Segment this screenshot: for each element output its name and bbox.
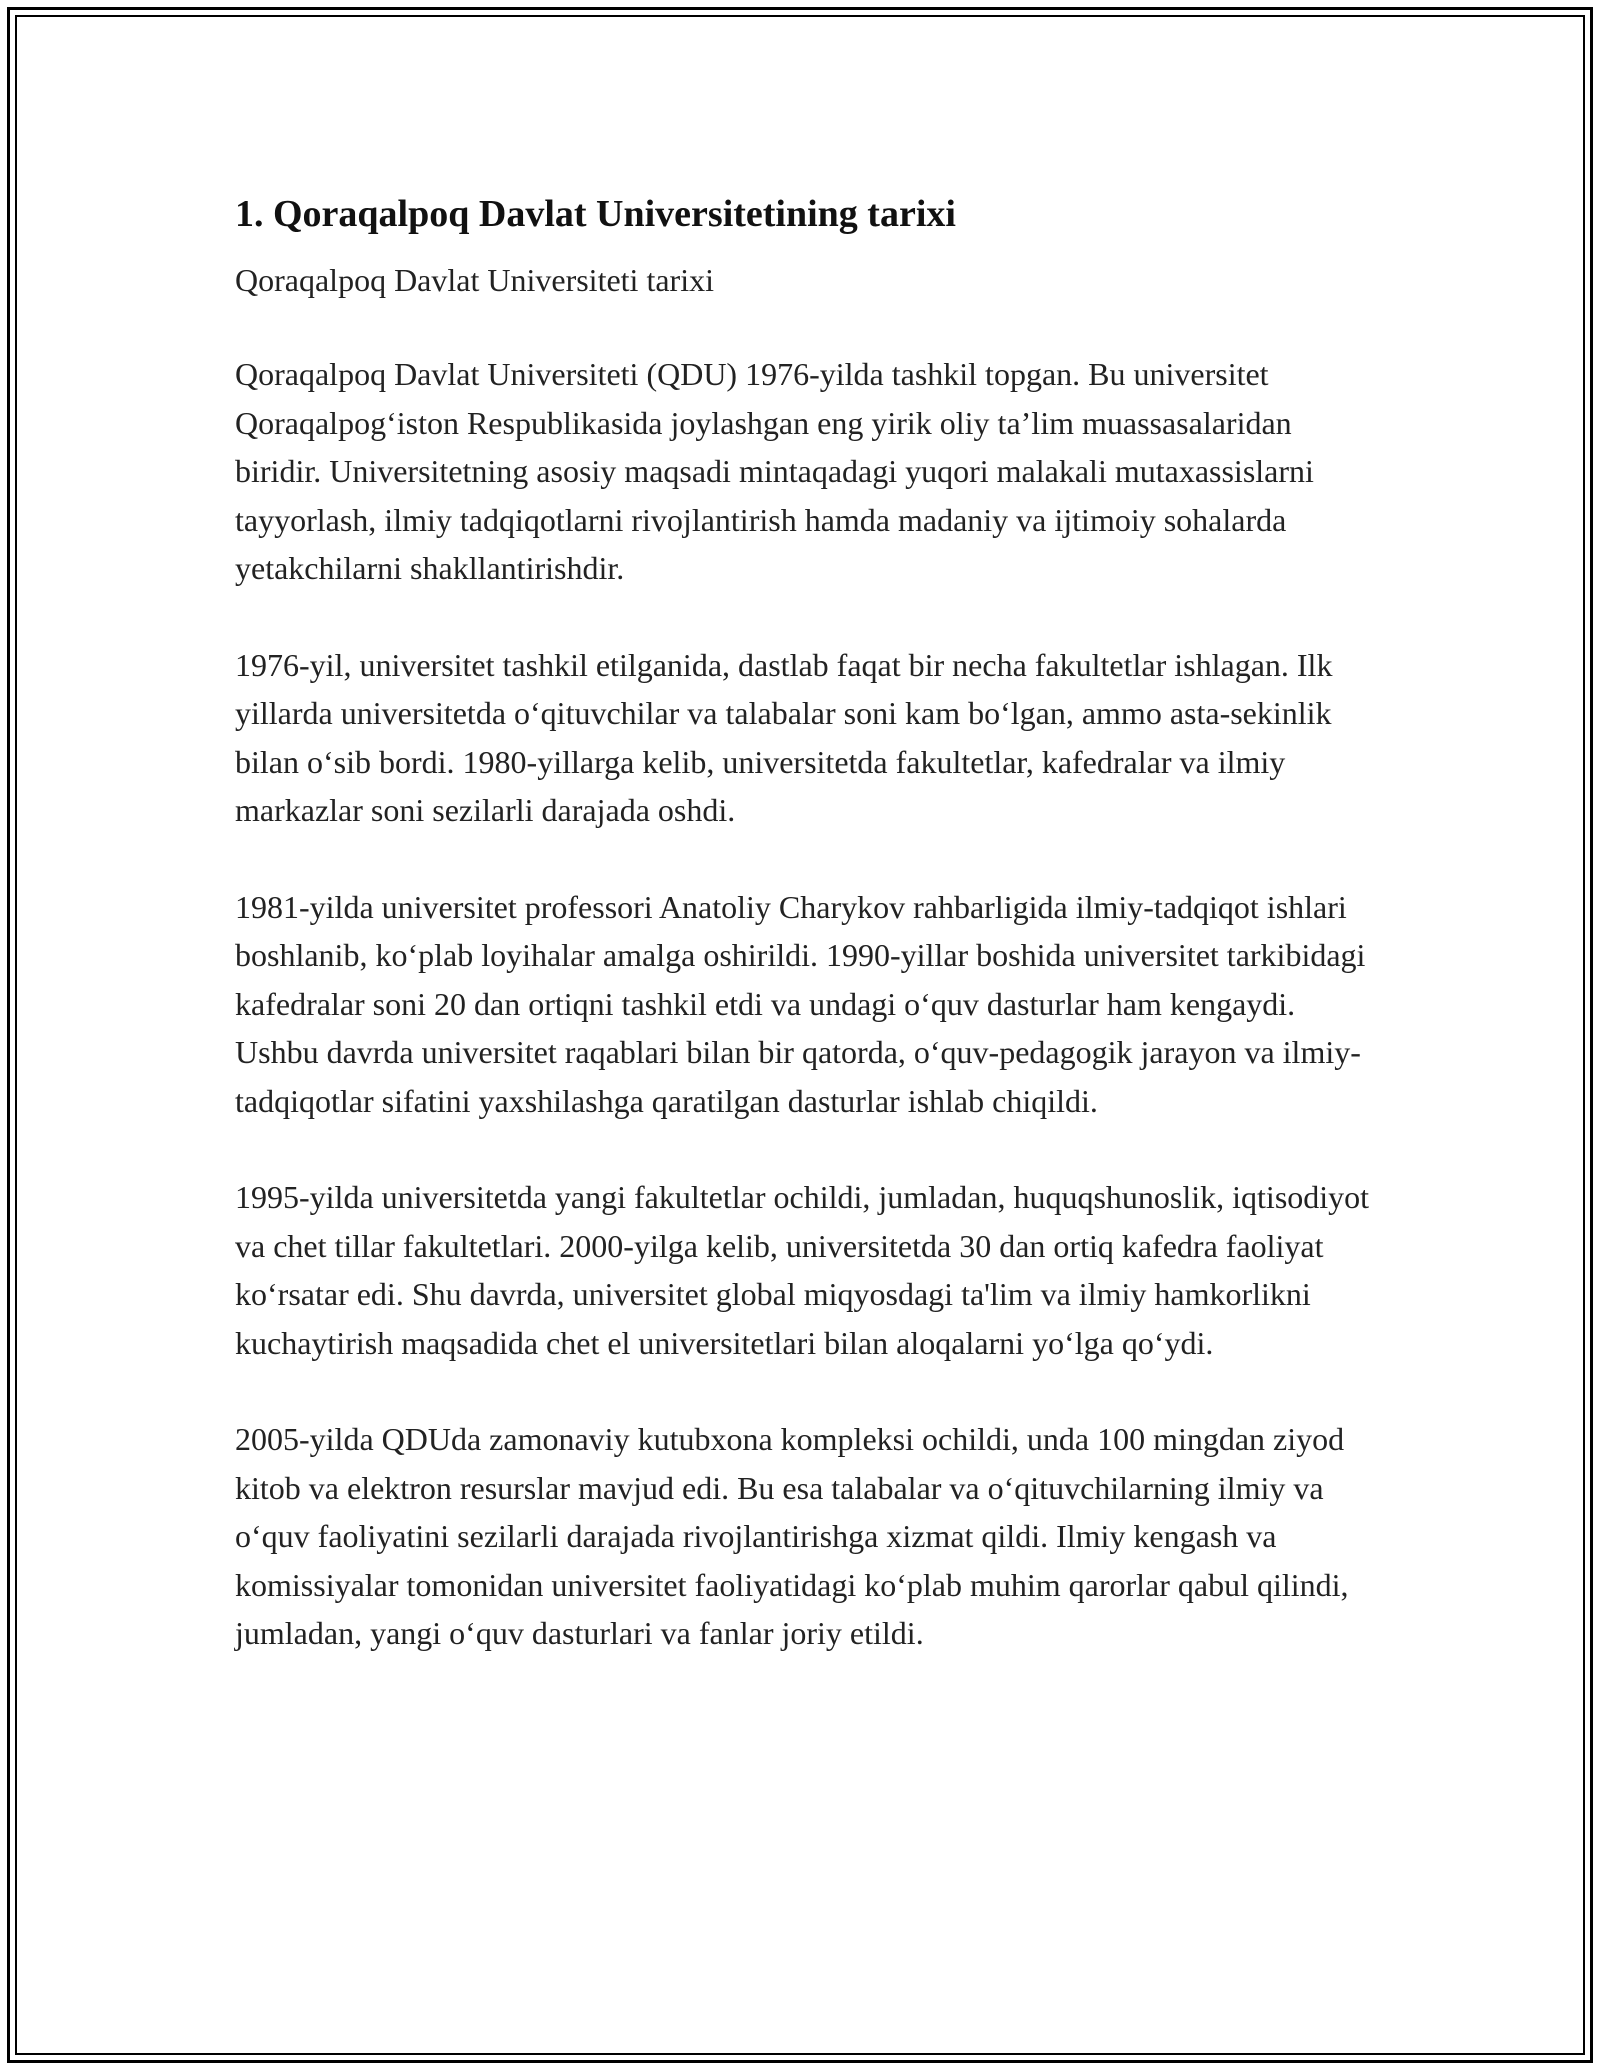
section-heading: 1. Qoraqalpoq Davlat Universitetining tarixi <box>235 193 956 235</box>
section-subtitle: Qoraqalpoq Davlat Universiteti tarixi <box>235 262 714 298</box>
paragraph-expansion: 1995-yilda universitetda yangi fakultetlar ochildi, jumladan, huquqshunoslik, iqtisodiyot va chet tillar fakultetlari. 2000-yilga kelib, universitetda 30 dan ortiq kafedra faoliyat koʻrsatar edi. Shu davrda, universitet global miqyosdagi ta'lim va ilmiy hamkorlikni kuchaytirish maqsadida chet el universitetlari bilan aloqalarni yoʻlga qoʻydi. <box>235 1179 1370 1361</box>
document-body <box>235 190 1385 1658</box>
paragraph-library: 2005-yilda QDUda zamonaviy kutubxona kompleksi ochildi, unda 100 mingdan ziyod kitob va elektron resurslar mavjud edi. Bu esa talabalar va oʻqituvchilarning ilmiy va oʻquv faoliyatini sezilarli darajada rivojlantirishga xizmat qildi. Ilmiy kengash va komissiyalar tomonidan universitet faoliyatidagi koʻplab muhim qarorlar qabul qilindi, jumladan, yangi oʻquv dasturlari va fanlar joriy etildi. <box>235 1421 1349 1651</box>
paragraph-early-years: 1976-yil, universitet tashkil etilganida, dastlab faqat bir necha fakultetlar ishlagan. Ilk yillarda universitetda oʻqituvchilar va talabalar soni kam boʻlgan, ammo asta-sekinlik bilan oʻsib bordi. 1980-yillarga kelib, universitetda fakultetlar, kafedralar va ilmiy markazlar soni sezilarli darajada oshdi. <box>235 646 1333 828</box>
paragraph-founding: Qoraqalpoq Davlat Universiteti (QDU) 1976-yilda tashkil topgan. Bu universitet Qoraqalpogʻiston Respublikasida joylashgan eng yirik oliy taʼlim muassasalaridan biridir. Universitetning asosiy maqsadi mintaqadagi yuqori malakali mutaxassislarni tayyorlash, ilmiy tadqiqotlarni rivojlantirish hamda madaniy va ijtimoiy sohalarda yetakchilarni shakllantirishdir. <box>235 356 1314 586</box>
paragraph-research: 1981-yilda universitet professori Anatoliy Charykov rahbarligida ilmiy-tadqiqot ishlari boshlanib, koʻplab loyihalar amalga oshirildi. 1990-yillar boshida universitet tarkibidagi kafedralar soni 20 dan ortiqni tashkil etdi va undagi oʻquv dasturlar ham kengaydi. Ushbu davrda universitet raqablari bilan bir qatorda, oʻquv-pedagogik jarayon va ilmiy-tadqiqotlar sifatini yaxshilashga qaratilgan dasturlar ishlab chiqildi. <box>235 888 1366 1119</box>
